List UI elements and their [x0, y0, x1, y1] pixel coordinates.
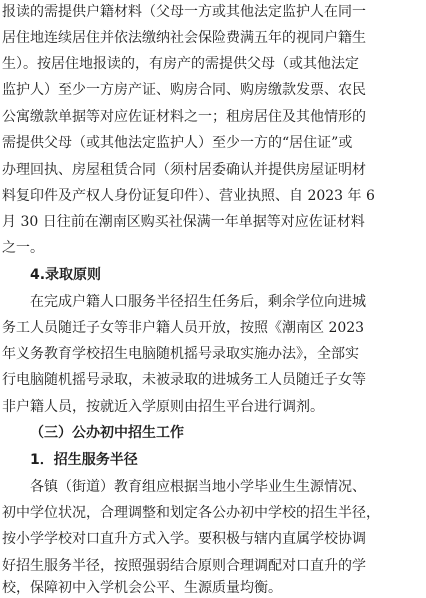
- text-line: 各镇（街道）教育组应根据当地小学毕业生生源情况、: [30, 479, 366, 495]
- text-line: 校，保障初中入学机会公平、生源质量均衡。: [2, 580, 282, 596]
- text-line: 非户籍人员，按就近入学原则由招生平台进行调剂。: [2, 399, 324, 415]
- text-line: 好招生服务半径，按照强弱结合原则合理调配对口直升的学: [2, 558, 366, 574]
- text-line: 居住地连续居住并依法缴纳社会保险费满五年的视同户籍生: [2, 30, 366, 46]
- text-line: 之一。: [2, 240, 44, 256]
- text-line: 行电脑随机摇号录取，未被录取的进城务工人员随迁子女等: [2, 372, 366, 388]
- text-line: 年义务教育学校招生电脑随机摇号录取实施办法》，全部实: [2, 346, 359, 362]
- text-line: 务工人员随迁子女等非户籍人员开放，按照《潮南区 2023: [2, 320, 365, 336]
- text-line: 月 30 日往前在潮南区购买社保满一年单据等对应佐证材料: [2, 214, 365, 230]
- text-line: 监护人）至少一方房产证、购房合同、购房缴款发票、农民: [2, 82, 366, 98]
- text-line: 报读的需提供户籍材料（父母一方或其他法定监护人在同一: [2, 4, 366, 20]
- section-heading: 4.录取原则: [30, 267, 102, 283]
- subsection-heading: 1．招生服务半径: [30, 452, 138, 468]
- text-line: 需提供父母（或其他法定监护人）至少一方的“居住证”或: [2, 135, 353, 151]
- section-heading: （三）公办初中招生工作: [30, 425, 184, 441]
- text-line: 在完成户籍人口服务半径招生任务后，剩余学位向进城: [30, 294, 366, 310]
- text-line: 初中学位状况，合理调整和划定各公办初中学校的招生半径，: [2, 505, 380, 521]
- text-line: 办理回执、房屋租赁合同（须村居委确认并提供房屋证明材: [2, 162, 366, 178]
- text-line: 生）。按居住地报读的，有房产的需提供父母（或其他法定: [2, 56, 359, 72]
- text-line: 按小学学校对口直升方式入学。要积极与辖内直属学校协调: [2, 531, 366, 547]
- text-line: 公寓缴款单据等对应佐证材料之一；租房居住及其他情形的: [2, 109, 366, 125]
- text-line: 料复印件及产权人身份证复印件）、营业执照、自 2023 年 6: [2, 188, 375, 204]
